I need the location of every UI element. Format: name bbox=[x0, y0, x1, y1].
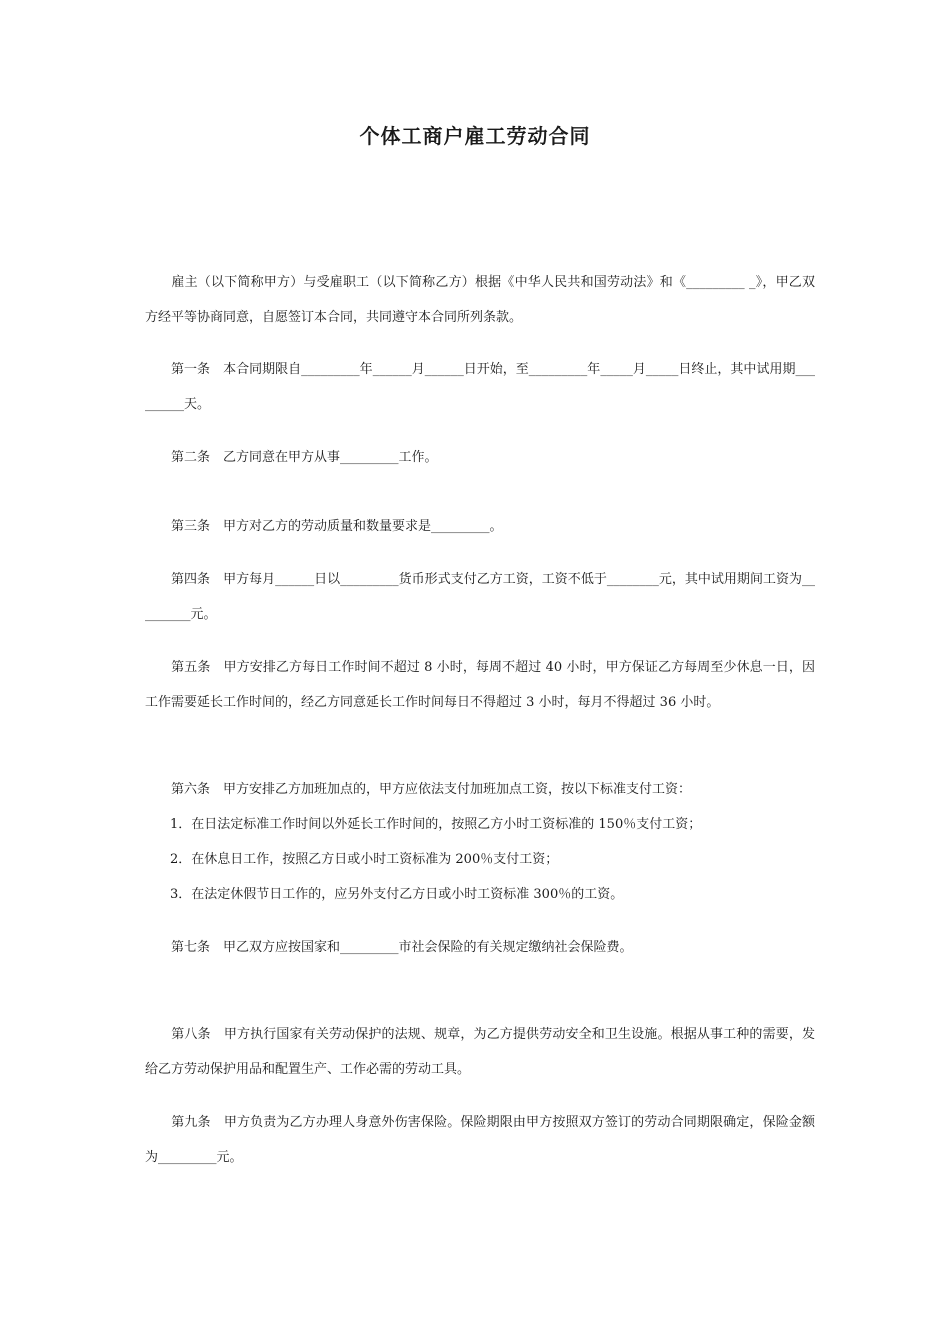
article-5: 第五条 甲方安排乙方每日工作时间不超过 8 小时，每周不超过 40 小时，甲方保证乙方每周至少休息一日，因工作需要延长工作时间的，经乙方同意延长工作时间每日不得超过 3 小时，每月不得超过 36 小时。 bbox=[145, 660, 815, 710]
article-7: 第七条 甲乙双方应按国家和_________市社会保险的有关规定缴纳社会保险费。 bbox=[145, 940, 633, 955]
article-1: 第一条 本合同期限自_________年______月______日开始，至_________年_____月_____日终止，其中试用期_________天。 bbox=[145, 362, 815, 412]
article-6-item-1: 1．在日法定标准工作时间以外延长工作时间的，按照乙方小时工资标准的 150％支付工资； bbox=[170, 817, 702, 832]
article-2: 第二条 乙方同意在甲方从事_________工作。 bbox=[145, 450, 438, 465]
article-6-item-2: 2．在休息日工作，按照乙方日或小时工资标准为 200％支付工资； bbox=[170, 852, 559, 867]
article-4: 第四条 甲方每月______日以_________货币形式支付乙方工资，工资不低于________元，其中试用期间工资为_________元。 bbox=[145, 572, 815, 622]
article-8: 第八条 甲方执行国家有关劳动保护的法规、规章，为乙方提供劳动安全和卫生设施。根据从事工种的需要，发给乙方劳动保护用品和配置生产、工作必需的劳动工具。 bbox=[145, 1027, 815, 1077]
article-9: 第九条 甲方负责为乙方办理人身意外伤害保险。保险期限由甲方按照双方签订的劳动合同期限确定，保险金额为_________元。 bbox=[145, 1115, 815, 1165]
document-title: 个体工商户雇工劳动合同 bbox=[359, 124, 591, 148]
article-6: 第六条 甲方安排乙方加班加点的，甲方应依法支付加班加点工资，按以下标准支付工资： bbox=[145, 782, 692, 797]
article-6-item-3: 3．在法定休假节日工作的，应另外支付乙方日或小时工资标准 300％的工资。 bbox=[170, 887, 624, 902]
article-3: 第三条 甲方对乙方的劳动质量和数量要求是_________。 bbox=[145, 519, 503, 534]
intro-paragraph: 雇主（以下简称甲方）与受雇职工（以下简称乙方）根据《中华人民共和国劳动法》和《_________ _》，甲乙双方经平等协商同意，自愿签订本合同，共同遵守本合同所列条款。 bbox=[145, 275, 815, 325]
